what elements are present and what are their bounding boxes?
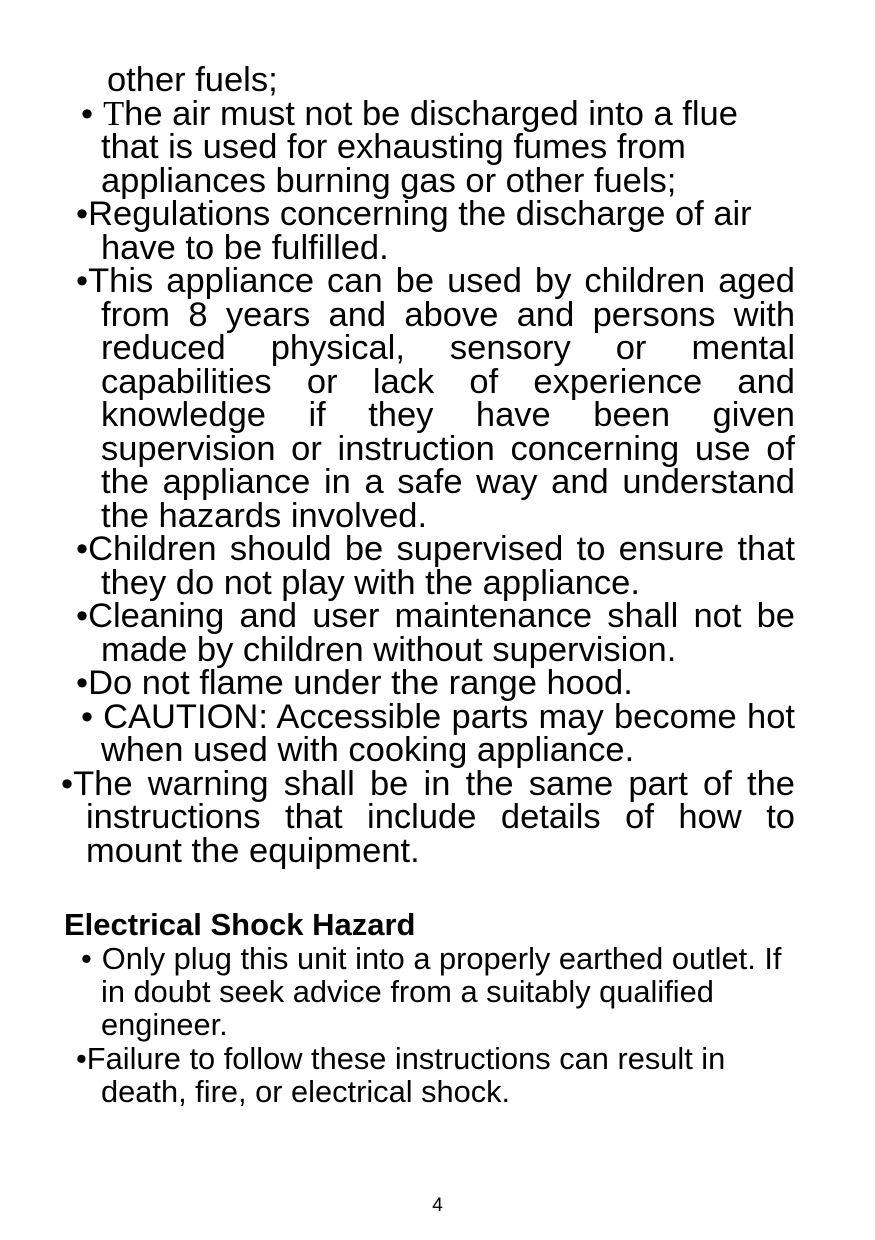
item-text: CAUTION: Accessible parts may become hot when used with cooking appliance.	[101, 697, 795, 769]
item-text: The warning shall be in the same part of the instructions that include details of how to mount the equipment.	[73, 764, 795, 870]
bullet-item-earthed-outlet	[81, 941, 795, 1043]
bullet-item-caution-hot-parts	[81, 697, 795, 769]
item-text: other fuels;	[107, 61, 278, 99]
bullet-marker: •	[81, 697, 94, 736]
bullet-marker: •	[81, 94, 94, 133]
bullet-marker: •	[76, 262, 89, 300]
bullet-marker: •	[76, 195, 89, 233]
bullet-item-air-discharge	[81, 94, 795, 200]
bullet-item-warning-placement	[61, 764, 795, 870]
bullet-item-children-supervised	[76, 530, 795, 602]
item-text: he air must not be discharged into a flue that is used for exhausting fumes from appliances burning gas or other fuels;	[101, 94, 738, 200]
item-text: Regulations concerning the discharge of air have to be fulfilled.	[88, 195, 752, 267]
bullet-item-regulations	[76, 195, 795, 267]
bullet-item-no-flame	[76, 664, 795, 702]
section-general-warnings	[61, 61, 795, 870]
bullet-marker: •	[76, 597, 89, 635]
bullet-marker: •	[81, 941, 92, 976]
bullet-item-children-use	[76, 262, 795, 535]
bullet-marker: •	[76, 1040, 87, 1076]
bullet-marker: •	[76, 664, 89, 702]
item-text: Do not flame under the range hood.	[88, 664, 633, 702]
bullet-item-cleaning	[76, 597, 795, 669]
bullet-item-failure-warning	[76, 1040, 795, 1109]
bullet-marker: •	[76, 530, 89, 568]
section-electrical-shock-hazard	[76, 941, 795, 1109]
item-text: This appliance can be used by children aged from 8 years and above and persons with reduced physical, sensory or mental capabilities or lack of experience and knowledge if they have been given supervision or instruction concerning use of the appliance in a safe way and understand the hazards involved.	[88, 262, 795, 535]
bullet-marker: •	[61, 764, 74, 803]
item-text: Children should be supervised to ensure that they do not play with the appliance.	[88, 530, 795, 602]
item-text: Failure to follow these instructions can result in death, fire, or electrical shock.	[86, 1040, 726, 1109]
continuation-line	[101, 61, 795, 99]
section-heading-electrical-shock-hazard: Electrical Shock Hazard	[64, 907, 416, 942]
item-text: Only plug this unit into a properly earthed outlet. If in doubt seek advice from a suitably qualified engineer.	[101, 941, 782, 1043]
serif-lead-letter: T	[103, 94, 125, 133]
page-number: 4	[432, 1195, 443, 1216]
item-text: Cleaning and user maintenance shall not be made by children without supervision.	[88, 597, 795, 669]
